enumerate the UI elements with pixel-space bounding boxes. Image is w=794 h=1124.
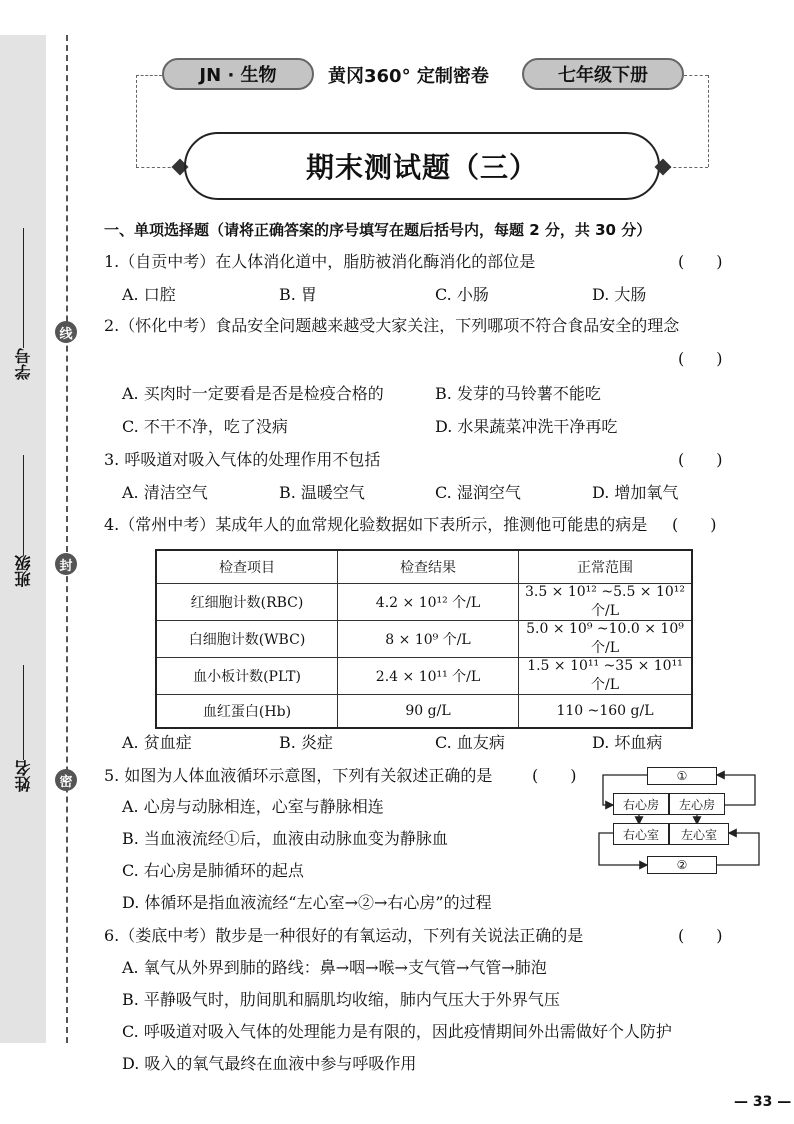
diagram-right-atrium: 右心房 — [613, 793, 669, 815]
student-id-field[interactable] — [8, 228, 38, 380]
q1-stem: 1.（自贡中考）在人体消化道中，脂肪被消化酶消化的部位是 — [104, 252, 536, 271]
class-line — [23, 455, 24, 555]
q4-answer-blank[interactable]: ( ) — [672, 515, 717, 534]
table-row — [156, 621, 692, 658]
q1-option-b: B. 胃 — [279, 285, 317, 304]
q1-option-c: C. 小肠 — [435, 285, 489, 304]
diagram-right-ventricle: 右心室 — [613, 823, 669, 845]
table-cell-item: 白细胞计数(WBC) — [156, 621, 338, 658]
table-cell-item: 红细胞计数(RBC) — [156, 584, 338, 621]
table-cell-result: 90 g/L — [338, 695, 519, 729]
header-dash-right — [684, 75, 708, 76]
table-cell-item: 血红蛋白(Hb) — [156, 695, 338, 729]
cut-line — [66, 35, 68, 1043]
q4-stem: 4.（常州中考）某成年人的血常规化验数据如下表所示，推测他可能患的病是 — [104, 515, 648, 534]
table-header-row — [156, 550, 692, 584]
table-header-cell: 检查项目 — [156, 550, 338, 584]
q6-answer-blank[interactable]: ( ) — [678, 926, 723, 945]
circulation-diagram — [595, 765, 765, 880]
q3-option-d: D. 增加氧气 — [592, 483, 679, 502]
q6-option-b: B. 平静吸气时，肋间肌和膈肌均收缩，肺内气压大于外界气压 — [122, 990, 560, 1009]
blood-test-table — [155, 549, 693, 729]
q1-option-a: A. 口腔 — [122, 285, 176, 304]
q4-option-a: A. 贫血症 — [122, 733, 192, 752]
q4-option-b: B. 炎症 — [279, 733, 333, 752]
q5-stem: 5. 如图为人体血液循环示意图，下列有关叙述正确的是 — [104, 766, 493, 785]
table-header-cell: 正常范围 — [519, 550, 693, 584]
subject-pill: JN · 生物 — [162, 58, 314, 90]
name-field[interactable] — [8, 665, 38, 792]
page-title: 期末测试题（三） — [184, 132, 660, 200]
q2-option-b: B. 发芽的马铃薯不能吃 — [435, 384, 601, 403]
q3-option-c: C. 湿润空气 — [435, 483, 521, 502]
table-row — [156, 584, 692, 621]
q3-stem: 3. 呼吸道对吸入气体的处理作用不包括 — [104, 450, 381, 469]
q5-answer-blank[interactable]: ( ) — [532, 766, 577, 785]
class-label: 班级 — [13, 555, 33, 587]
q5-option-b: B. 当血液流经①后，血液由动脉血变为静脉血 — [122, 829, 448, 848]
q4-option-d: D. 坏血病 — [592, 733, 663, 752]
table-cell-range: 110 ~160 g/L — [519, 695, 693, 729]
series-title: 黄冈360° 定制密卷 — [328, 66, 489, 87]
header-dash-left-v — [136, 75, 137, 167]
class-field[interactable] — [8, 455, 38, 587]
table-cell-range: 5.0 × 10⁹ ~10.0 × 10⁹ 个/L — [519, 621, 693, 658]
diagram-box-2: ② — [647, 856, 717, 874]
diagram-left-atrium: 左心房 — [669, 793, 725, 815]
student-id-label: 学号 — [13, 348, 33, 380]
cut-mark-mi: 密 — [55, 769, 77, 791]
table-row — [156, 658, 692, 695]
table-cell-item: 血小板计数(PLT) — [156, 658, 338, 695]
name-label: 姓名 — [13, 760, 33, 792]
header-dash-right-low — [668, 167, 708, 168]
cut-mark-xian: 线 — [55, 321, 77, 343]
q2-stem: 2.（怀化中考）食品安全问题越来越受大家关注，下列哪项不符合食品安全的理念 — [104, 316, 680, 335]
table-cell-result: 2.4 × 10¹¹ 个/L — [338, 658, 519, 695]
q2-option-c: C. 不干不净，吃了没病 — [122, 417, 288, 436]
table-cell-range: 3.5 × 10¹² ~5.5 × 10¹² 个/L — [519, 584, 693, 621]
table-cell-result: 8 × 10⁹ 个/L — [338, 621, 519, 658]
grade-pill: 七年级下册 — [522, 58, 684, 90]
table-header-cell: 检查结果 — [338, 550, 519, 584]
q6-stem: 6.（娄底中考）散步是一种很好的有氧运动，下列有关说法正确的是 — [104, 926, 584, 945]
cut-mark-feng: 封 — [55, 553, 77, 575]
section-heading: 一、单项选择题（请将正确答案的序号填写在题后括号内，每题 2 分，共 30 分） — [104, 221, 652, 239]
q2-answer-blank[interactable]: ( ) — [678, 349, 723, 368]
q4-option-c: C. 血友病 — [435, 733, 505, 752]
page-number: — 33 — — [734, 1094, 792, 1110]
q5-option-d: D. 体循环是指血液流经“左心室→②→右心房”的过程 — [122, 893, 492, 912]
q3-option-a: A. 清洁空气 — [122, 483, 208, 502]
student-id-line — [23, 228, 24, 348]
q1-option-d: D. 大肠 — [592, 285, 647, 304]
q6-option-a: A. 氧气从外界到肺的路线：鼻→咽→喉→支气管→气管→肺泡 — [122, 958, 547, 977]
header-dash-right-v — [708, 75, 709, 167]
table-cell-range: 1.5 × 10¹¹ ~35 × 10¹¹ 个/L — [519, 658, 693, 695]
q2-option-a: A. 买肉时一定要看是否是检疫合格的 — [122, 384, 384, 403]
q6-option-d: D. 吸入的氧气最终在血液中参与呼吸作用 — [122, 1054, 417, 1073]
q6-option-c: C. 呼吸道对吸入气体的处理能力是有限的，因此疫情期间外出需做好个人防护 — [122, 1022, 672, 1041]
diagram-box-1: ① — [647, 767, 717, 785]
name-line — [23, 665, 24, 760]
table-cell-result: 4.2 × 10¹² 个/L — [338, 584, 519, 621]
q5-option-a: A. 心房与动脉相连，心室与静脉相连 — [122, 797, 384, 816]
diagram-left-ventricle: 左心室 — [669, 823, 729, 845]
q5-option-c: C. 右心房是肺循环的起点 — [122, 861, 304, 880]
table-row — [156, 695, 692, 729]
q1-answer-blank[interactable]: ( ) — [678, 252, 723, 271]
q3-option-b: B. 温暖空气 — [279, 483, 365, 502]
q2-option-d: D. 水果蔬菜冲洗干净再吃 — [435, 417, 618, 436]
q3-answer-blank[interactable]: ( ) — [678, 450, 723, 469]
header-dash-left — [136, 75, 162, 76]
header-dash-left-low — [136, 167, 176, 168]
